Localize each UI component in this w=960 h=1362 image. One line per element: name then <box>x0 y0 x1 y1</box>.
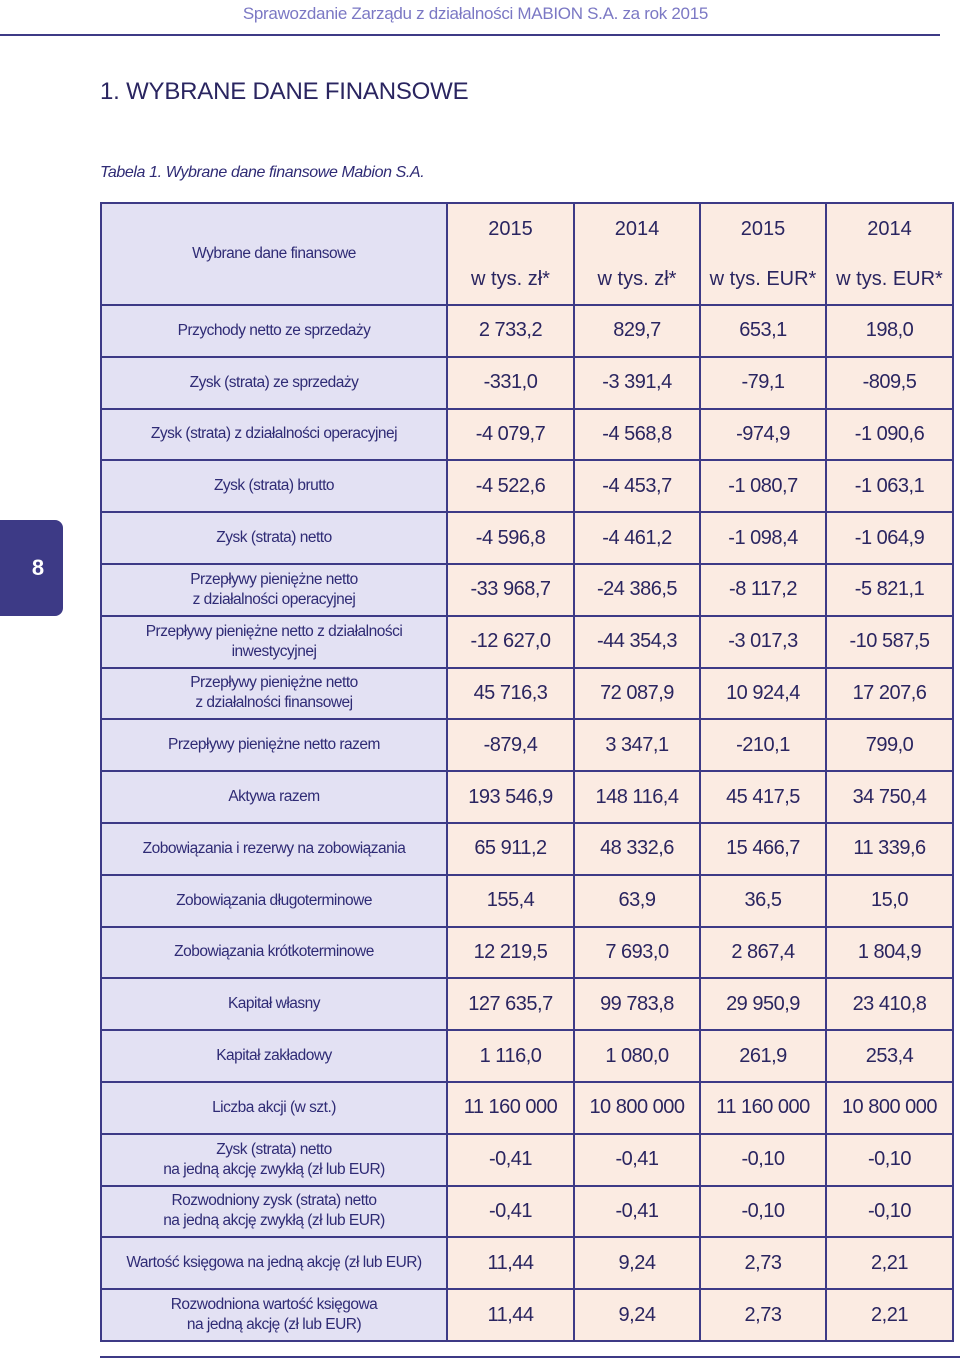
value-cell: -4 461,2 <box>574 512 700 564</box>
value-cell: 9,24 <box>574 1289 700 1341</box>
value-cell: 127 635,7 <box>447 978 574 1030</box>
value-cell: 1 804,9 <box>826 927 953 979</box>
value-cell: 2 733,2 <box>447 305 574 357</box>
value-cell: 65 911,2 <box>447 823 574 875</box>
table-row <box>101 564 953 616</box>
table-body <box>101 203 953 1341</box>
year-cell: 2014 <box>574 203 700 254</box>
value-cell: -0,10 <box>826 1134 953 1186</box>
value-cell: 11,44 <box>447 1289 574 1341</box>
row-label: Zobowiązania krótkoterminowe <box>101 927 447 979</box>
value-cell: -24 386,5 <box>574 564 700 616</box>
financial-data-table <box>100 202 954 1342</box>
value-cell: 11 160 000 <box>447 1082 574 1134</box>
value-cell: -10 587,5 <box>826 616 953 668</box>
bottom-rule <box>100 1356 960 1358</box>
value-cell: 2,21 <box>826 1237 953 1289</box>
table-row <box>101 823 953 875</box>
row-label: Kapitał zakładowy <box>101 1030 447 1082</box>
year-cell: 2014 <box>826 203 953 254</box>
value-cell: 10 800 000 <box>826 1082 953 1134</box>
value-cell: -974,9 <box>700 409 826 461</box>
value-cell: 11,44 <box>447 1237 574 1289</box>
value-cell: 23 410,8 <box>826 978 953 1030</box>
table-caption: Tabela 1. Wybrane dane finansowe Mabion S.A. <box>100 164 425 181</box>
section-title: 1. WYBRANE DANE FINANSOWE <box>100 78 469 105</box>
row-label: Przepływy pieniężne netto z działalności finansowej <box>101 668 447 720</box>
page-tab <box>0 520 63 616</box>
value-cell: 1 080,0 <box>574 1030 700 1082</box>
value-cell: 7 693,0 <box>574 927 700 979</box>
value-cell: 10 800 000 <box>574 1082 700 1134</box>
value-cell: 253,4 <box>826 1030 953 1082</box>
table-row <box>101 719 953 771</box>
row-label: Zysk (strata) z działalności operacyjnej <box>101 409 447 461</box>
row-label: Przepływy pieniężne netto razem <box>101 719 447 771</box>
table-row <box>101 927 953 979</box>
row-label: Liczba akcji (w szt.) <box>101 1082 447 1134</box>
value-cell: 48 332,6 <box>574 823 700 875</box>
value-cell: 99 783,8 <box>574 978 700 1030</box>
year-header-row <box>101 203 953 254</box>
value-cell: -1 080,7 <box>700 460 826 512</box>
value-cell: 10 924,4 <box>700 668 826 720</box>
value-cell: -8 117,2 <box>700 564 826 616</box>
value-cell: 799,0 <box>826 719 953 771</box>
value-cell: 829,7 <box>574 305 700 357</box>
value-cell: -0,10 <box>826 1186 953 1238</box>
value-cell: -0,41 <box>574 1186 700 1238</box>
value-cell: 12 219,5 <box>447 927 574 979</box>
table-row <box>101 409 953 461</box>
table-row <box>101 1289 953 1341</box>
value-cell: -12 627,0 <box>447 616 574 668</box>
value-cell: -879,4 <box>447 719 574 771</box>
value-cell: 2,73 <box>700 1237 826 1289</box>
table-row <box>101 357 953 409</box>
value-cell: -0,41 <box>574 1134 700 1186</box>
value-cell: 261,9 <box>700 1030 826 1082</box>
value-cell: -44 354,3 <box>574 616 700 668</box>
table-row <box>101 512 953 564</box>
value-cell: -1 064,9 <box>826 512 953 564</box>
value-cell: -0,10 <box>700 1134 826 1186</box>
value-cell: -4 522,6 <box>447 460 574 512</box>
row-label: Zobowiązania długoterminowe <box>101 875 447 927</box>
value-cell: -4 453,7 <box>574 460 700 512</box>
table-row <box>101 1237 953 1289</box>
table-row <box>101 1030 953 1082</box>
table-row <box>101 771 953 823</box>
row-label: Aktywa razem <box>101 771 447 823</box>
value-cell: 3 347,1 <box>574 719 700 771</box>
value-cell: 15,0 <box>826 875 953 927</box>
row-label: Zobowiązania i rezerwy na zobowiązania <box>101 823 447 875</box>
unit-cell: w tys. zł* <box>447 254 574 305</box>
table-row <box>101 875 953 927</box>
table-row <box>101 305 953 357</box>
value-cell: 15 466,7 <box>700 823 826 875</box>
value-cell: 29 950,9 <box>700 978 826 1030</box>
value-cell: 45 716,3 <box>447 668 574 720</box>
row-label: Rozwodniona wartość księgowa na jedną akcję (zł lub EUR) <box>101 1289 447 1341</box>
page-number: 8 <box>31 555 45 580</box>
value-cell: -3 017,3 <box>700 616 826 668</box>
row-label: Przepływy pieniężne netto z działalności operacyjnej <box>101 564 447 616</box>
value-cell: -5 821,1 <box>826 564 953 616</box>
value-cell: -1 063,1 <box>826 460 953 512</box>
row-label: Zysk (strata) netto <box>101 512 447 564</box>
value-cell: 2,21 <box>826 1289 953 1341</box>
value-cell: -331,0 <box>447 357 574 409</box>
header-label-cell: Wybrane dane finansowe <box>101 203 447 305</box>
value-cell: -4 568,8 <box>574 409 700 461</box>
value-cell: 155,4 <box>447 875 574 927</box>
row-label: Przychody netto ze sprzedaży <box>101 305 447 357</box>
unit-cell: w tys. EUR* <box>700 254 826 305</box>
value-cell: 653,1 <box>700 305 826 357</box>
value-cell: 34 750,4 <box>826 771 953 823</box>
value-cell: 36,5 <box>700 875 826 927</box>
row-label: Rozwodniony zysk (strata) netto na jedną akcję zwykłą (zł lub EUR) <box>101 1186 447 1238</box>
value-cell: -0,41 <box>447 1134 574 1186</box>
value-cell: -210,1 <box>700 719 826 771</box>
report-header: Sprawozdanie Zarządu z działalności MABION S.A. za rok 2015 <box>242 4 708 23</box>
row-label: Zysk (strata) ze sprzedaży <box>101 357 447 409</box>
value-cell: -0,41 <box>447 1186 574 1238</box>
year-cell: 2015 <box>447 203 574 254</box>
table-row <box>101 978 953 1030</box>
row-label: Zysk (strata) brutto <box>101 460 447 512</box>
value-cell: 148 116,4 <box>574 771 700 823</box>
value-cell: -809,5 <box>826 357 953 409</box>
row-label: Kapitał własny <box>101 978 447 1030</box>
table-row <box>101 1082 953 1134</box>
table-row <box>101 460 953 512</box>
value-cell: 2 867,4 <box>700 927 826 979</box>
year-cell: 2015 <box>700 203 826 254</box>
value-cell: -0,10 <box>700 1186 826 1238</box>
value-cell: -4 596,8 <box>447 512 574 564</box>
value-cell: 198,0 <box>826 305 953 357</box>
value-cell: -1 098,4 <box>700 512 826 564</box>
table-row <box>101 1134 953 1186</box>
row-label: Zysk (strata) netto na jedną akcję zwykłą (zł lub EUR) <box>101 1134 447 1186</box>
value-cell: 45 417,5 <box>700 771 826 823</box>
row-label: Wartość księgowa na jedną akcję (zł lub EUR) <box>101 1237 447 1289</box>
value-cell: 11 339,6 <box>826 823 953 875</box>
value-cell: -33 968,7 <box>447 564 574 616</box>
value-cell: -79,1 <box>700 357 826 409</box>
table-row <box>101 616 953 668</box>
unit-cell: w tys. EUR* <box>826 254 953 305</box>
value-cell: -3 391,4 <box>574 357 700 409</box>
value-cell: 72 087,9 <box>574 668 700 720</box>
value-cell: 2,73 <box>700 1289 826 1341</box>
value-cell: 11 160 000 <box>700 1082 826 1134</box>
value-cell: 193 546,9 <box>447 771 574 823</box>
unit-cell: w tys. zł* <box>574 254 700 305</box>
value-cell: 9,24 <box>574 1237 700 1289</box>
table-row <box>101 1186 953 1238</box>
value-cell: 17 207,6 <box>826 668 953 720</box>
value-cell: -4 079,7 <box>447 409 574 461</box>
value-cell: 1 116,0 <box>447 1030 574 1082</box>
value-cell: 63,9 <box>574 875 700 927</box>
row-label: Przepływy pieniężne netto z działalności inwestycyjnej <box>101 616 447 668</box>
value-cell: -1 090,6 <box>826 409 953 461</box>
table-row <box>101 668 953 720</box>
